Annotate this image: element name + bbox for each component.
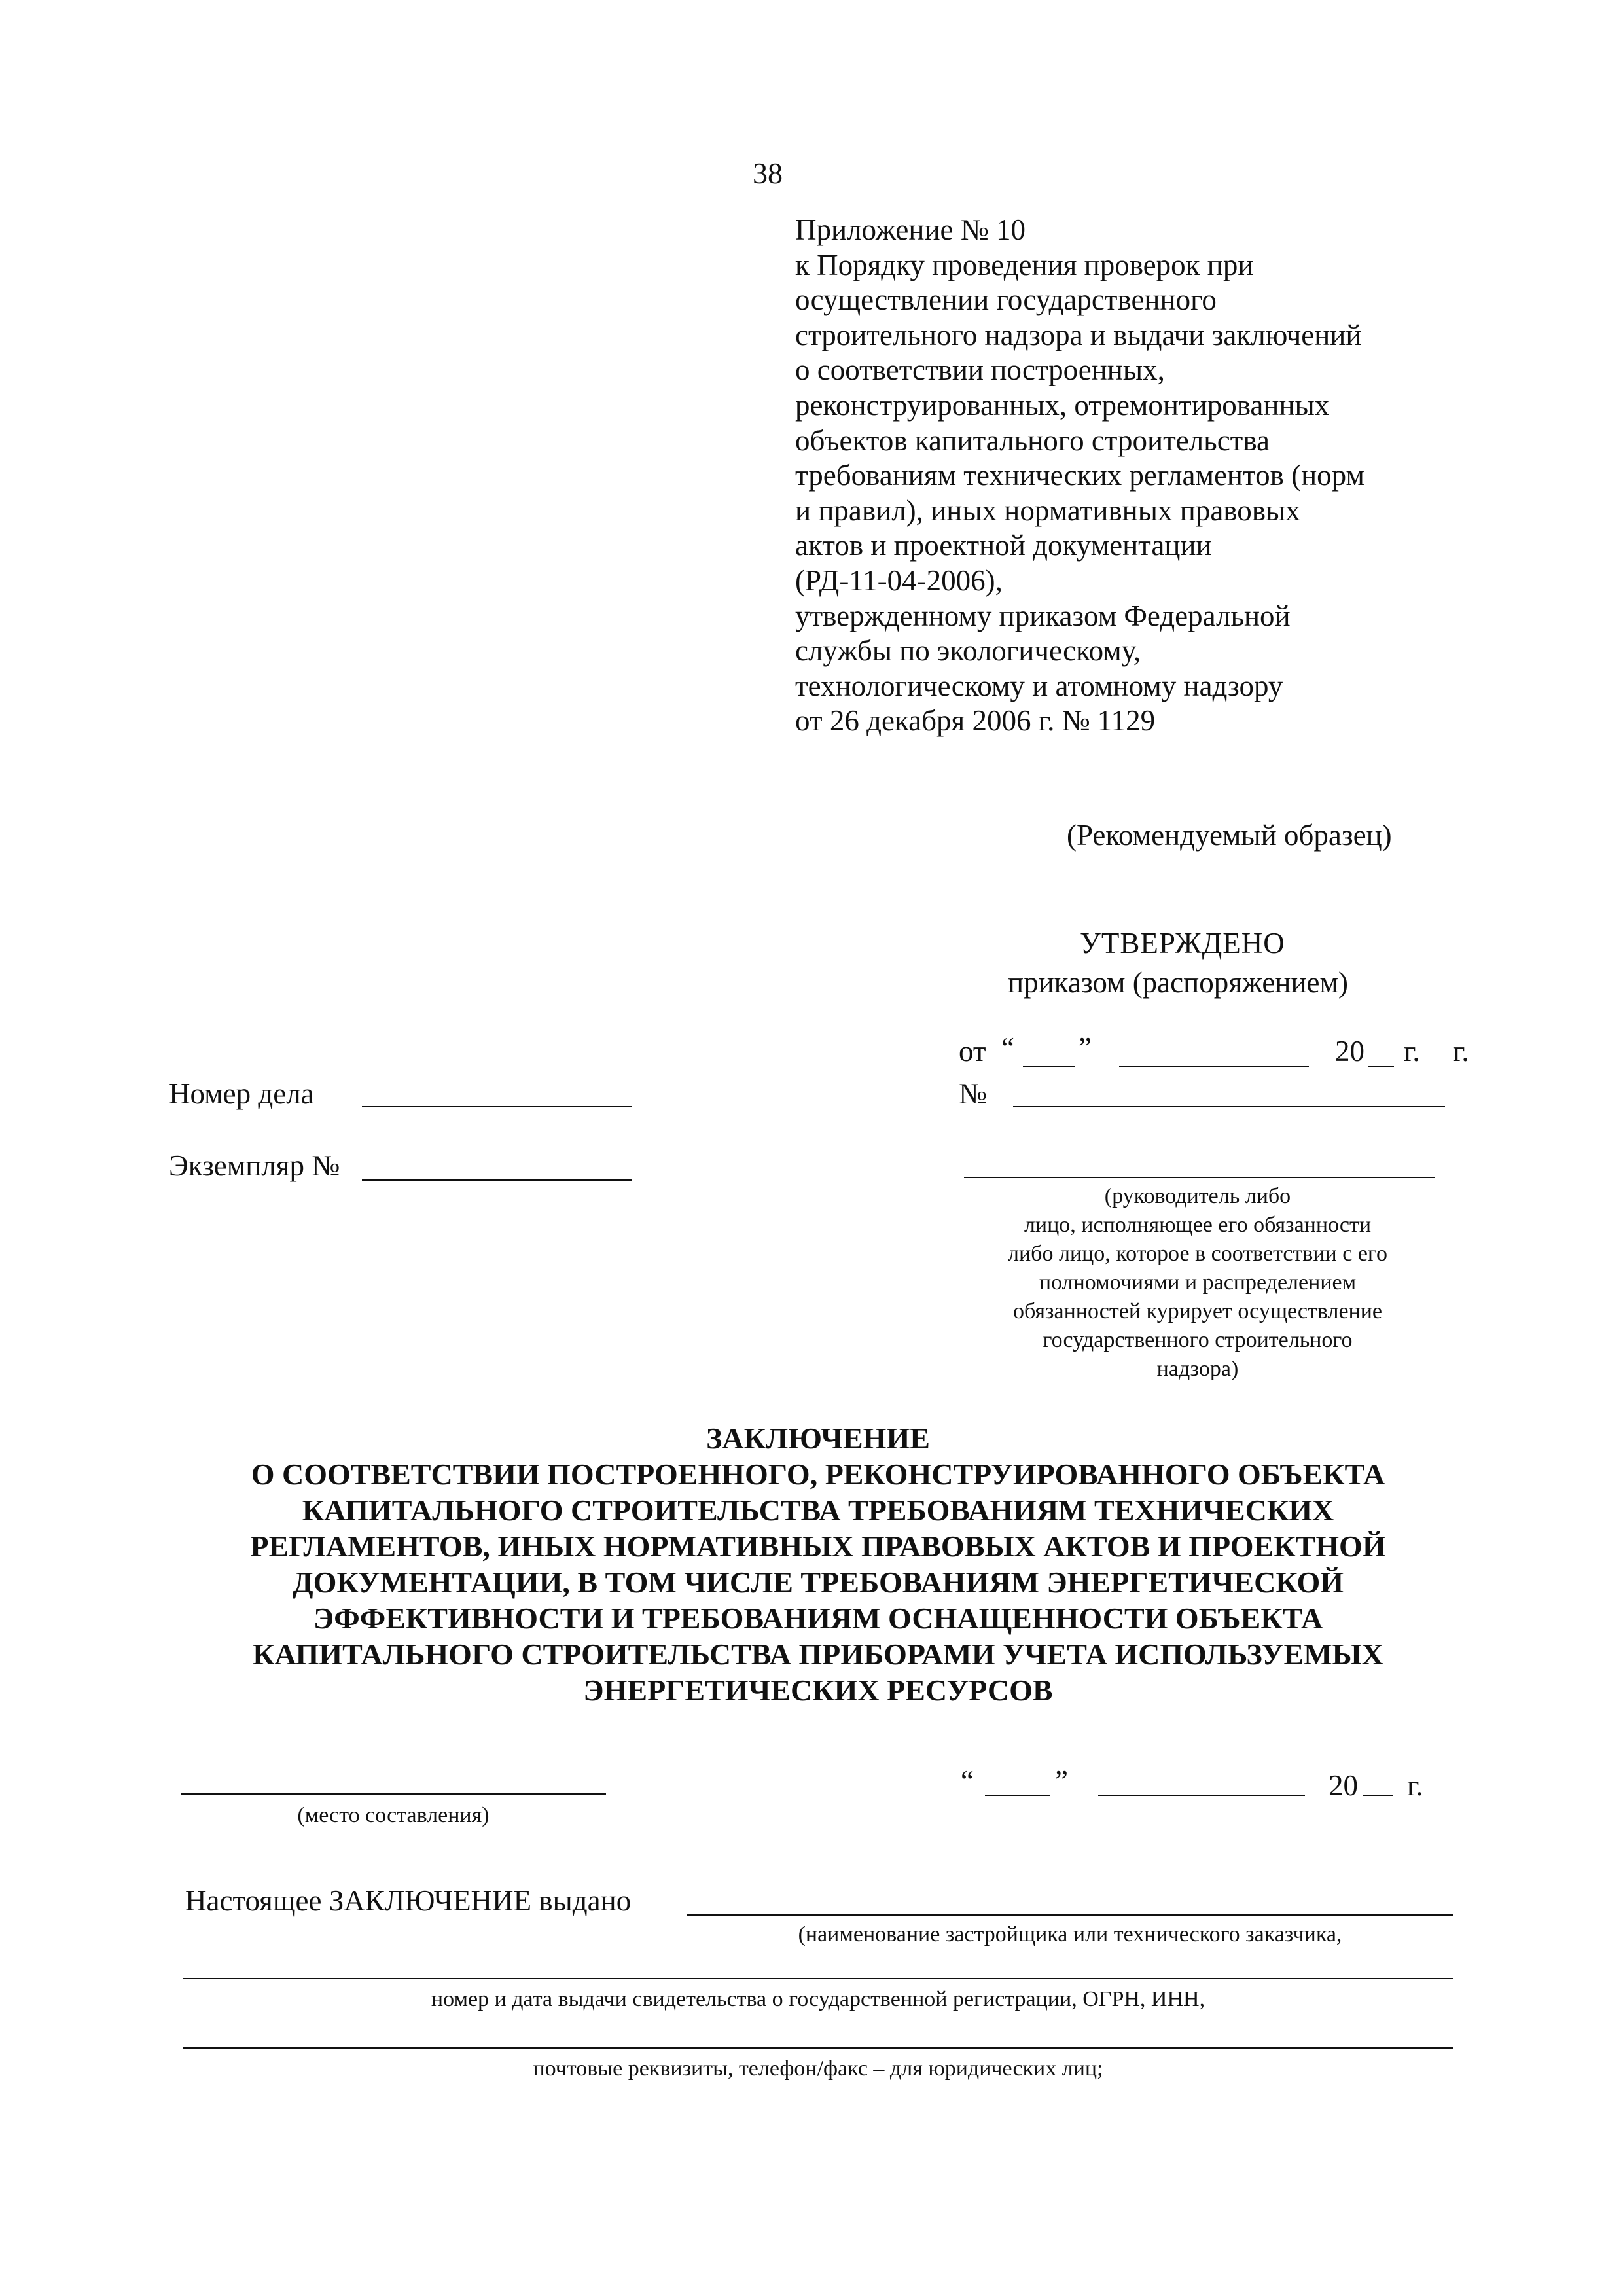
approved-year-suffix: г. [1404, 1035, 1420, 1067]
appendix-block [795, 213, 1489, 739]
date-quote-close: ” [1055, 1765, 1068, 1797]
date-day-field[interactable] [985, 1795, 1050, 1796]
issued-to-field-2[interactable] [183, 1978, 1453, 1979]
document-title [164, 1420, 1472, 1708]
issued-caption-3: почтовые реквизиты, телефон/факс – для юридических лиц; [533, 2056, 1103, 2081]
signatory-field[interactable] [964, 1177, 1435, 1178]
place-caption: (место составления) [297, 1803, 490, 1827]
issued-to-field[interactable] [687, 1914, 1453, 1916]
appendix-line: технологическому и атомному надзору [795, 669, 1283, 702]
title-line: РЕГЛАМЕНТОВ, ИНЫХ НОРМАТИВНЫХ ПРАВОВЫХ АКТОВ И ПРОЕКТНОЙ [250, 1530, 1386, 1563]
issued-to-label: Настоящее ЗАКЛЮЧЕНИЕ выдано [185, 1884, 632, 1917]
copy-number-label: Экземпляр № [169, 1149, 340, 1182]
signatory-caption-line: надзора) [1156, 1357, 1239, 1381]
signatory-caption-line: лицо, исполняющее его обязанности [1024, 1213, 1372, 1237]
recommended-sample-note: (Рекомендуемый образец) [1067, 819, 1392, 852]
title-line: ДОКУМЕНТАЦИИ, В ТОМ ЧИСЛЕ ТРЕБОВАНИЯМ ЭНЕРГЕТИЧЕСКОЙ [292, 1566, 1344, 1599]
appendix-line: актов и проектной документации [795, 529, 1212, 562]
page-number: 38 [753, 156, 783, 190]
approved-year-prefix: 20 [1335, 1035, 1364, 1067]
approved-order-label: приказом (распоряжением) [1008, 966, 1348, 999]
issued-caption-2: номер и дата выдачи свидетельства о государственной регистрации, ОГРН, ИНН, [431, 1987, 1205, 2011]
issued-to-field-3[interactable] [183, 2047, 1453, 2049]
approved-quote-open: “ [1001, 1031, 1014, 1064]
approved-number-field[interactable] [1013, 1106, 1445, 1107]
title-line: О СООТВЕТСТВИИ ПОСТРОЕННОГО, РЕКОНСТРУИРОВАННОГО ОБЪЕКТА [251, 1458, 1385, 1491]
date-month-field[interactable] [1098, 1795, 1305, 1796]
appendix-line: реконструированных, отремонтированных [795, 388, 1330, 422]
appendix-line: утвержденному приказом Федеральной [795, 599, 1291, 632]
signatory-caption [936, 1182, 1459, 1384]
approved-year-suffix-2: г. [1453, 1035, 1469, 1067]
title-line: КАПИТАЛЬНОГО СТРОИТЕЛЬСТВА ТРЕБОВАНИЯМ ТЕХНИЧЕСКИХ [302, 1494, 1334, 1527]
appendix-line: Приложение № 10 [795, 213, 1026, 246]
date-year-prefix: 20 [1329, 1769, 1358, 1802]
copy-number-field[interactable] [362, 1179, 632, 1181]
appendix-line: и правил), иных нормативных правовых [795, 493, 1300, 527]
title-line: ЭНЕРГЕТИЧЕСКИХ РЕСУРСОВ [583, 1674, 1053, 1707]
appendix-line: строительного надзора и выдачи заключений [795, 318, 1362, 351]
appendix-line: осуществлении государственного [795, 283, 1217, 317]
title-line: ЗАКЛЮЧЕНИЕ [706, 1422, 930, 1455]
title-line: ЭФФЕКТИВНОСТИ И ТРЕБОВАНИЯМ ОСНАЩЕННОСТИ ОБЪЕКТА [313, 1602, 1323, 1635]
approved-day-field[interactable] [1023, 1066, 1075, 1067]
signatory-caption-line: либо лицо, которое в соответствии с его [1007, 1242, 1388, 1266]
approved-from-label: от [959, 1035, 986, 1067]
approved-number-label: № [959, 1077, 987, 1110]
appendix-line: объектов капитального строительства [795, 423, 1270, 457]
appendix-line: от 26 декабря 2006 г. № 1129 [795, 704, 1156, 738]
date-year-field[interactable] [1363, 1795, 1393, 1796]
title-line: КАПИТАЛЬНОГО СТРОИТЕЛЬСТВА ПРИБОРАМИ УЧЕТА ИСПОЛЬЗУЕМЫХ [253, 1638, 1383, 1671]
signatory-caption-line: полномочиями и распределением [1039, 1270, 1357, 1295]
appendix-line: службы по экологическому, [795, 634, 1141, 668]
signatory-caption-line: обязанностей курирует осуществление [1012, 1299, 1383, 1323]
case-number-label: Номер дела [169, 1077, 314, 1110]
approved-month-field[interactable] [1119, 1066, 1309, 1067]
appendix-line: к Порядку проведения проверок при [795, 248, 1254, 281]
issued-caption-1: (наименование застройщика или технического заказчика, [798, 1922, 1342, 1946]
approved-quote-close: ” [1079, 1031, 1092, 1064]
date-year-suffix: г. [1407, 1769, 1423, 1802]
appendix-line: о соответствии построенных, [795, 353, 1165, 387]
date-quote-open: “ [961, 1765, 974, 1797]
appendix-line: (РД-11-04-2006), [795, 564, 1003, 597]
signatory-caption-line: государственного строительного [1043, 1328, 1353, 1352]
signatory-caption-line: (руководитель либо [1104, 1184, 1291, 1208]
case-number-field[interactable] [362, 1106, 632, 1107]
place-field[interactable] [181, 1793, 606, 1795]
approved-year-field[interactable] [1368, 1066, 1394, 1067]
approved-title: УТВЕРЖДЕНО [1080, 927, 1285, 960]
appendix-line: требованиям технических регламентов (норм [795, 459, 1364, 492]
